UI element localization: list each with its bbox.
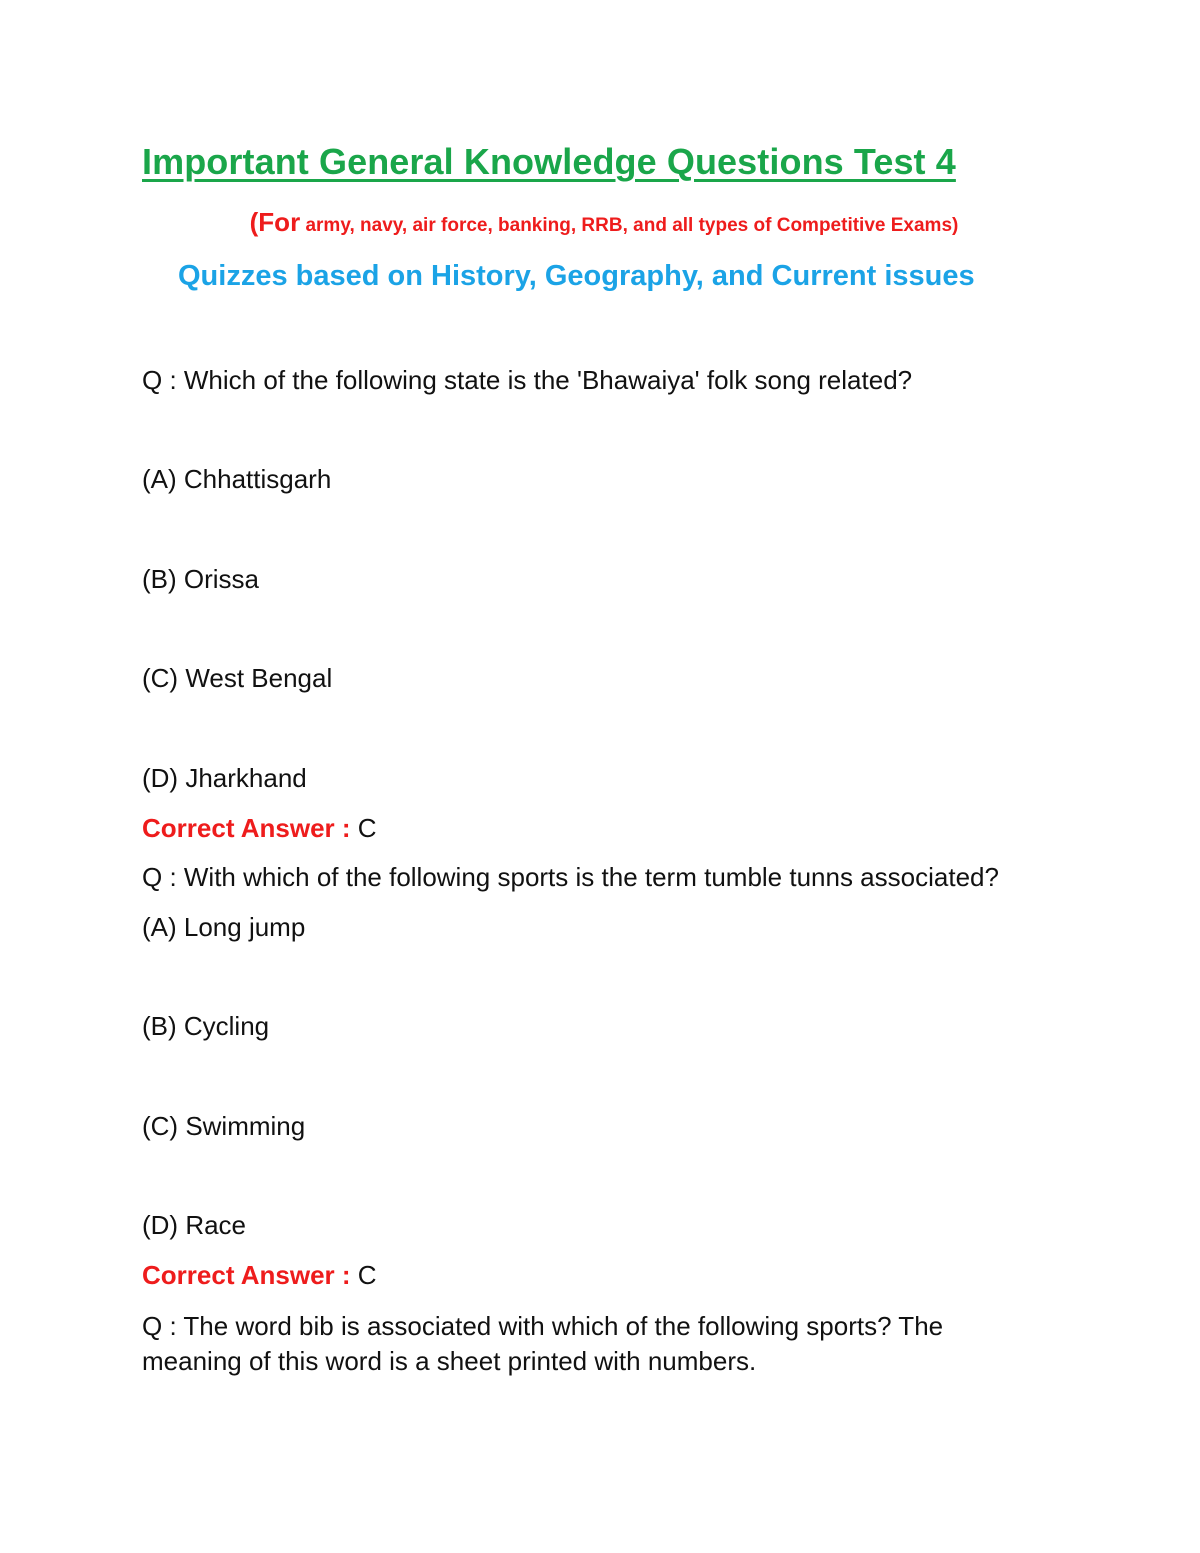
subtitle-rest: army, navy, air force, banking, RRB, and all types of Competitive Exams) <box>300 215 959 236</box>
question-1-option-b: (B) Orissa <box>142 564 259 594</box>
answer-value: C <box>350 813 377 843</box>
answer-label: Correct Answer : <box>142 813 351 843</box>
answer-label: Correct Answer : <box>142 1260 351 1290</box>
question-2-option-d: (D) Race <box>142 1210 247 1240</box>
page-title: Important General Knowledge Questions Test 4 <box>142 141 956 182</box>
question-1-option-d: (D) Jharkhand <box>142 763 307 793</box>
question-2-option-c: (C) Swimming <box>142 1111 306 1141</box>
question-2-answer <box>142 1260 377 1291</box>
question-1-option-a: (A) Chhattisgarh <box>142 464 332 494</box>
question-3-text: Q : The word bib is associated with which of the following sports? The meaning of this word is a sheet printed with numbers. <box>142 1311 944 1376</box>
exam-types-subtitle <box>0 207 1200 238</box>
question-1-answer <box>142 813 377 844</box>
question-2-text: Q : With which of the following sports is the term tumble tunns associated? <box>142 862 999 892</box>
question-2-option-b: (B) Cycling <box>142 1011 270 1041</box>
question-2-option-a: (A) Long jump <box>142 912 306 942</box>
topics-heading: Quizzes based on History, Geography, and Current issues <box>178 260 975 292</box>
question-1-text: Q : Which of the following state is the 'Bhawaiya' folk song related? <box>142 365 913 395</box>
answer-value: C <box>350 1260 377 1290</box>
question-1-option-c: (C) West Bengal <box>142 663 333 693</box>
subtitle-open: (For <box>249 207 301 237</box>
